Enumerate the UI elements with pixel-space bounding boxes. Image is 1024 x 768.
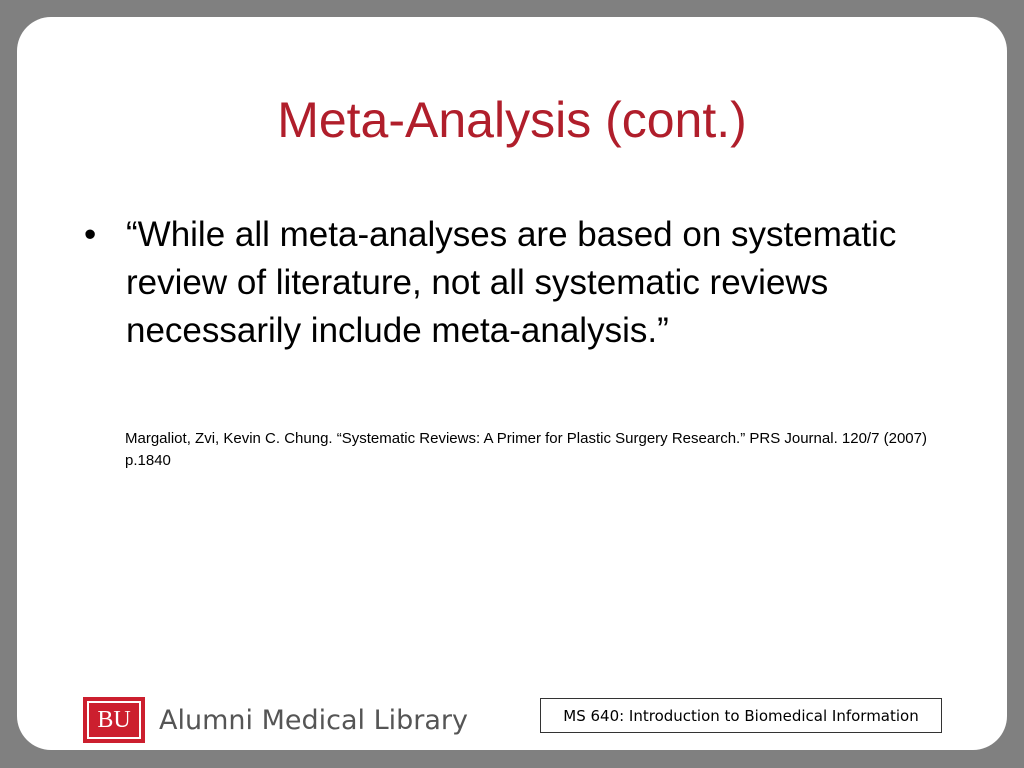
library-name: Alumni Medical Library xyxy=(159,704,469,736)
bullet-text: “While all meta-analyses are based on systematic review of literature, not all systematic reviews necessarily include meta-analysis.” xyxy=(126,215,897,350)
bu-logo-icon xyxy=(83,697,145,743)
bullet-marker: • xyxy=(84,215,97,254)
bu-logo-mark: BU xyxy=(87,701,141,739)
citation: Margaliot, Zvi, Kevin C. Chung. “Systematic Reviews: A Primer for Plastic Surgery Research.” PRS Journal. 120/7 (2007) p.1840 xyxy=(125,430,927,469)
library-logo xyxy=(83,696,468,744)
slide xyxy=(17,17,1007,750)
slide-title: Meta-Analysis (cont.) xyxy=(277,92,747,148)
course-label: MS 640: Introduction to Biomedical Information xyxy=(540,698,942,733)
bullet-item xyxy=(84,211,944,355)
